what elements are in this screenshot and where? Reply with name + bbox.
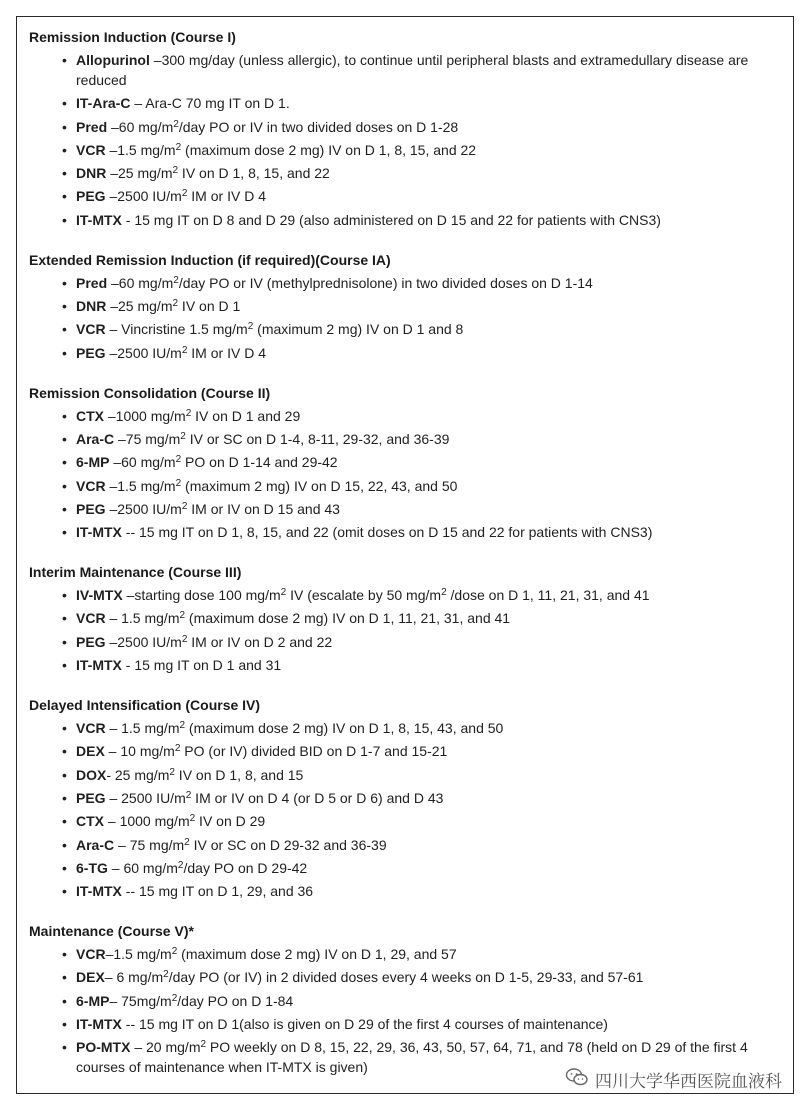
list-item [29,476,785,496]
superscript-exponent: 2 [179,610,186,622]
dose-text: PO (or IV) divided BID on D 1-7 and 15-21 [180,743,448,760]
drug-list [29,585,785,675]
bullet-icon: • [62,836,67,853]
superscript-exponent: 2 [177,859,184,871]
bullet-icon: • [62,118,67,135]
regimen-section [29,251,785,363]
dose-text: IM or IV D 4 [187,344,266,361]
dose-text: – 10 mg/m [104,743,175,760]
list-item [29,273,785,293]
bullet-icon: • [62,813,67,830]
dose-text: IM or IV D 4 [187,188,266,205]
dose-text: –1.5 mg/m [105,477,176,494]
superscript-exponent: 2 [172,165,179,177]
dose-text: (maximum dose 2 mg) IV on D 1, 29, and 57 [177,946,457,963]
dose-text: –1.5 mg/m [105,946,172,963]
list-item [29,991,785,1011]
superscript-exponent: 2 [180,430,186,442]
superscript-exponent: 2 [181,633,188,645]
superscript-exponent: 2 [181,500,188,512]
bullet-icon: • [62,883,67,900]
list-item [29,319,785,339]
dose-text: –25 mg/m [106,165,173,182]
dose-text: (maximum 2 mg) IV on D 15, 22, 43, and 50 [181,477,458,494]
drug-name: IT-MTX [76,1016,122,1033]
list-item [29,499,785,519]
dose-text: PO on D 1-14 and 29-42 [181,454,338,471]
bullet-icon: • [62,524,67,541]
list-item [29,343,785,363]
list-item [29,117,785,137]
drug-name: IT-MTX [76,524,122,541]
dose-text: - 15 mg IT on D 1 and 31 [121,657,282,674]
drug-name: PEG [76,633,106,650]
bullet-icon: • [62,344,67,361]
dose-text: –300 mg/day (unless allergic), to continue until peripheral blasts and extramedullary disease are reduced [76,52,749,88]
list-item [29,741,785,761]
dose-text: – 20 mg/m [130,1039,201,1056]
dose-text: –60 mg/m [107,118,174,135]
dose-text: – Vincristine 1.5 mg/m [105,321,248,338]
bullet-icon: • [62,298,67,315]
superscript-exponent: 2 [172,298,179,310]
list-item [29,452,785,472]
bullet-icon: • [62,52,67,68]
drug-list [29,273,785,363]
bullet-icon: • [62,211,67,228]
drug-list [29,50,785,230]
dose-text: –25 mg/m [106,298,173,315]
list-item [29,788,785,808]
drug-name: DNR [76,298,107,315]
dose-text: (maximum dose 2 mg) IV on D 1, 11, 21, 31, and 41 [185,610,511,627]
dose-text: IM or IV on D 2 and 22 [187,633,333,650]
dose-text: IM or IV on D 15 and 43 [187,500,340,517]
dose-text: /day PO or IV (methylprednisolone) in two divided doses on D 1-14 [178,274,593,291]
list-item [29,522,785,542]
list-item [29,140,785,160]
section-title: Delayed Intensification (Course IV) [29,697,261,714]
drug-name: IT-MTX [76,657,122,674]
bullet-icon: • [62,165,67,182]
bullet-icon: • [62,720,67,737]
dose-text: IV or SC on D 29-32 and 36-39 [189,836,387,853]
list-item [29,967,785,987]
drug-name: VCR [76,610,106,627]
dose-text: – 1000 mg/m [104,813,190,830]
regimen-section [29,384,785,542]
drug-name: CTX [76,813,104,830]
dose-text: – 2500 IU/m [105,789,186,806]
drug-name: PEG [76,500,106,517]
drug-name: 6-MP [76,454,110,471]
list-item [29,93,785,113]
dose-text: /day PO or IV in two divided doses on D 1-28 [178,118,459,135]
superscript-exponent: 2 [169,766,175,778]
dose-text: IV on D 29 [195,813,266,830]
dose-text: – 60 mg/m [107,859,178,876]
list-item [29,608,785,628]
drug-name: PEG [76,789,106,806]
superscript-exponent: 2 [171,946,178,958]
watermark [563,1067,784,1092]
superscript-exponent: 2 [181,188,188,200]
bullet-icon: • [62,1039,67,1056]
drug-name: VCR [76,946,106,963]
drug-name: PO-MTX [76,1039,131,1056]
dose-text: IV (escalate by 50 mg/m [286,587,442,604]
dose-text: - 15 mg IT on D 8 and D 29 (also administered on D 15 and 22 for patients with CNS3) [121,211,661,228]
dose-text: –2500 IU/m [105,633,182,650]
list-item [29,163,785,183]
list-item [29,210,785,230]
bullet-icon: • [62,95,67,112]
list-item [29,296,785,316]
drug-name: VCR [76,477,106,494]
dose-text: – Ara-C 70 mg IT on D 1. [130,95,290,112]
list-item [29,881,785,901]
superscript-exponent: 2 [200,1039,207,1051]
drug-list [29,944,785,1077]
bullet-icon: • [62,969,67,986]
drug-name: IT-MTX [76,883,122,900]
list-item [29,429,785,449]
watermark-text: 四川大学华西医院血液科 [595,1072,782,1092]
dose-text: /day PO on D 1-84 [177,992,294,1009]
superscript-exponent: 2 [184,836,190,848]
list-item [29,50,785,90]
section-title: Remission Consolidation (Course II) [29,384,271,401]
bullet-icon: • [62,500,67,517]
dose-text: (maximum 2 mg) IV on D 1 and 8 [253,321,464,338]
dose-text: IM or IV on D 4 (or D 5 or D 6) and D 43 [191,789,444,806]
drug-name: VCR [76,720,106,737]
dose-text: -- 15 mg IT on D 1, 8, 15, and 22 (omit doses on D 15 and 22 for patients with CNS3) [121,524,653,541]
list-item [29,655,785,675]
dose-text: IV or SC on D 1-4, 8-11, 29-32, and 36-39 [185,430,450,447]
bullet-icon: • [62,407,67,424]
superscript-exponent: 2 [185,789,192,801]
bullet-icon: • [62,430,67,447]
bullet-icon: • [62,992,67,1009]
superscript-exponent: 2 [163,969,169,981]
list-item [29,632,785,652]
superscript-exponent: 2 [181,344,188,356]
superscript-exponent: 2 [185,407,192,419]
drug-name: DEX [76,969,105,986]
list-item [29,835,785,855]
superscript-exponent: 2 [175,141,182,153]
bullet-icon: • [62,633,67,650]
dose-text: – 1.5 mg/m [105,610,180,627]
superscript-exponent: 2 [247,321,254,333]
dose-text: -- 15 mg IT on D 1, 29, and 36 [121,883,314,900]
bullet-icon: • [62,321,67,338]
superscript-exponent: 2 [171,992,178,1004]
section-title: Extended Remission Induction (if required)(Course IA) [29,251,391,268]
dose-text: (maximum dose 2 mg) IV on D 1, 8, 15, and 22 [181,141,477,158]
bullet-icon: • [62,454,67,471]
bullet-icon: • [62,946,67,963]
dose-text: /day PO (or IV) in 2 divided doses every 4 weeks on D 1-5, 29-33, and 57-61 [168,969,644,986]
drug-name: 6-TG [76,859,108,876]
superscript-exponent: 2 [175,454,182,466]
dose-text: -- 15 mg IT on D 1(also is given on D 29 of the first 4 courses of maintenance) [121,1016,608,1033]
drug-name: DEX [76,743,105,760]
wechat-icon [565,1067,589,1092]
regimen-content [29,28,785,1098]
superscript-exponent: 2 [280,587,287,599]
drug-name: IT-Ara-C [76,95,131,112]
superscript-exponent: 2 [173,118,179,130]
dose-text: /day PO on D 29-42 [183,859,308,876]
dose-text: – 6 mg/m [104,969,164,986]
dose-text: (maximum dose 2 mg) IV on D 1, 8, 15, 43, and 50 [185,720,504,737]
bullet-icon: • [62,743,67,760]
drug-name: Ara-C [76,836,115,853]
drug-name: Ara-C [76,430,115,447]
bullet-icon: • [62,587,67,604]
bullet-icon: • [62,141,67,158]
dose-text: –2500 IU/m [105,188,182,205]
bullet-icon: • [62,188,67,205]
dose-text: –1000 mg/m [104,407,186,424]
superscript-exponent: 2 [189,813,196,825]
dose-text: PO weekly on D 8, 15, 22, 29, 36, 43, 50, 57, 64, 71, and 78 (held on D 29 of the first 4 courses of maintenance when IT-MTX is given) [76,1039,748,1076]
drug-name: VCR [76,321,106,338]
dose-text: – 75mg/m [109,992,172,1009]
regimen-section [29,563,785,675]
list-item [29,406,785,426]
dose-text: –starting dose 100 mg/m [122,587,281,604]
bullet-icon: • [62,1016,67,1033]
bullet-icon: • [62,859,67,876]
list-item [29,585,785,605]
list-item [29,944,785,964]
drug-name: CTX [76,407,104,424]
drug-list [29,406,785,542]
list-item [29,811,785,831]
list-item [29,1014,785,1034]
drug-name: Allopurinol [76,52,150,68]
dose-text: IV on D 1 [178,298,241,315]
superscript-exponent: 2 [441,587,447,599]
drug-name: Pred [76,274,108,291]
drug-name: VCR [76,141,106,158]
dose-text: IV on D 1, 8, 15, and 22 [178,165,330,182]
list-item [29,718,785,738]
superscript-exponent: 2 [175,477,182,489]
list-item [29,858,785,878]
drug-name: PEG [76,188,106,205]
dose-text: –2500 IU/m [105,344,182,361]
section-title: Maintenance (Course V)* [29,923,194,940]
dose-text: – 1.5 mg/m [105,720,180,737]
superscript-exponent: 2 [173,274,179,286]
dose-text: /dose on D 1, 11, 21, 31, and 41 [446,587,650,604]
superscript-exponent: 2 [179,720,186,732]
drug-name: PEG [76,344,106,361]
regimen-section [29,696,785,901]
dose-text: IV on D 1, 8, and 15 [174,766,304,783]
bullet-icon: • [62,789,67,806]
drug-list [29,718,785,901]
dose-text: – 75 mg/m [114,836,185,853]
drug-name: Pred [76,118,108,135]
dose-text: –60 mg/m [107,274,174,291]
bullet-icon: • [62,274,67,291]
superscript-exponent: 2 [174,743,181,755]
drug-name: 6-MP [76,992,110,1009]
section-title: Interim Maintenance (Course III) [29,564,242,581]
dose-text: - 25 mg/m [106,766,170,783]
dose-text: –75 mg/m [114,430,181,447]
dose-text: IV on D 1 and 29 [191,407,301,424]
dose-text: –2500 IU/m [105,500,182,517]
section-title: Remission Induction (Course I) [29,29,236,45]
bullet-icon: • [62,477,67,494]
dose-text: –1.5 mg/m [105,141,176,158]
bullet-icon: • [62,766,67,783]
drug-name: DOX [76,766,107,783]
dose-text: –60 mg/m [109,454,176,471]
list-item [29,765,785,785]
regimen-section [29,922,785,1077]
list-item [29,186,785,206]
bullet-icon: • [62,657,67,674]
drug-name: IT-MTX [76,211,122,228]
regimen-section [29,28,785,230]
drug-name: IV-MTX [76,587,123,604]
drug-name: DNR [76,165,107,182]
bullet-icon: • [62,610,67,627]
